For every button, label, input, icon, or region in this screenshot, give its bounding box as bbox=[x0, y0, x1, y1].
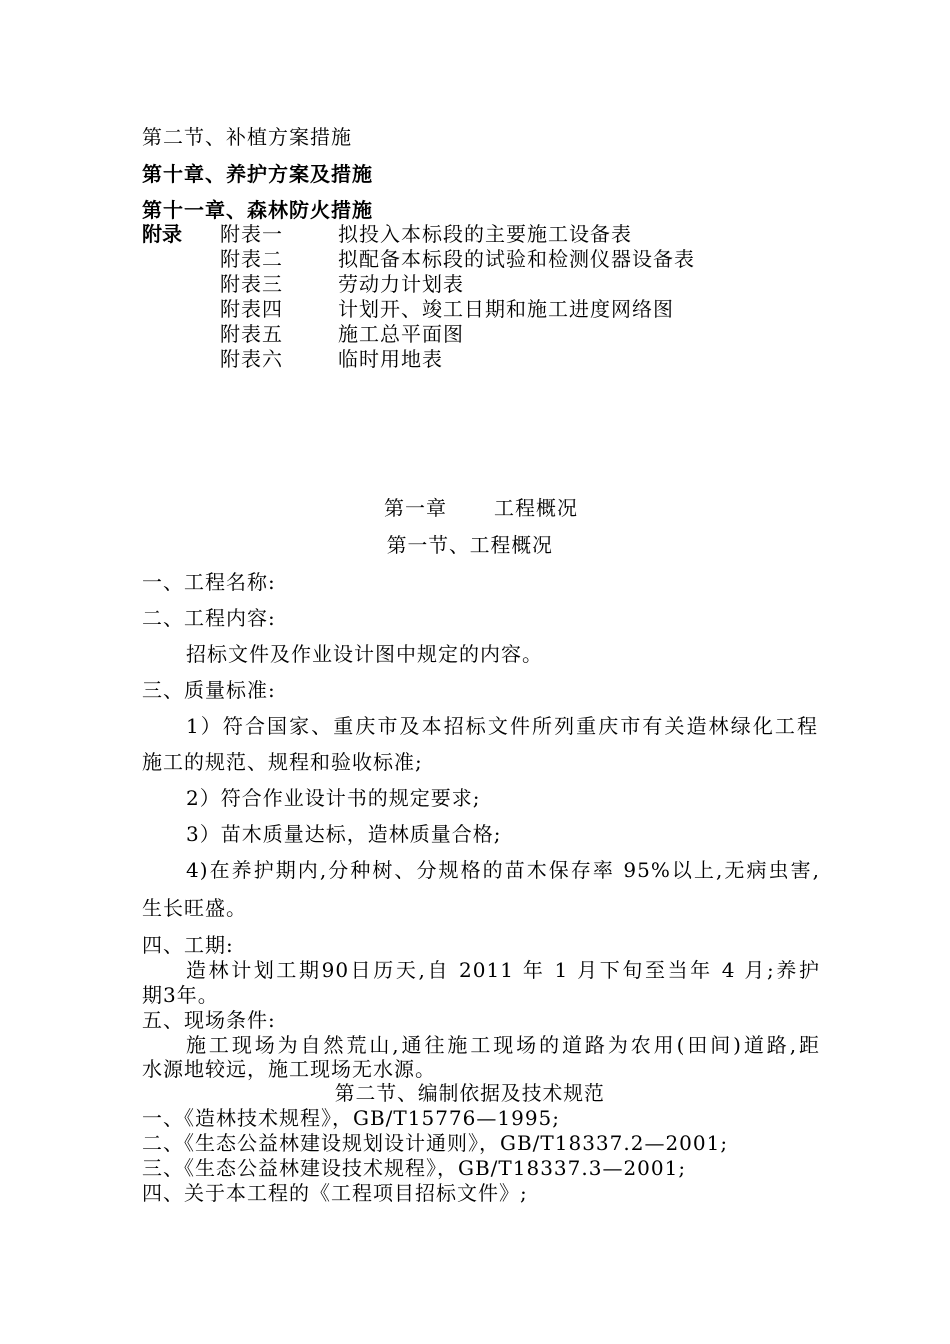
appendix-title: 拟配备本标段的试验和检测仪器设备表 bbox=[338, 247, 695, 271]
quality-2: 2）符合作业设计书的规定要求; bbox=[186, 786, 481, 810]
appendix-item bbox=[220, 222, 632, 246]
item-quality-standard: 三、质量标准: bbox=[142, 678, 276, 702]
item-project-content: 二、工程内容: bbox=[142, 606, 276, 630]
appendix-code: 附表五 bbox=[220, 322, 283, 346]
section-1-title: 第一节、工程概况 bbox=[386, 533, 553, 557]
appendix-code: 附表六 bbox=[220, 347, 283, 371]
schedule-line-1: 造林计划工期90日历天,自 2011 年 1 月下旬至当年 4 月;养护 bbox=[186, 958, 820, 982]
appendix-item bbox=[220, 297, 674, 321]
toc-appendix-label: 附录 bbox=[142, 222, 182, 246]
appendix-code: 附表二 bbox=[220, 247, 283, 271]
appendix-title: 施工总平面图 bbox=[338, 322, 464, 346]
appendix-code: 附表四 bbox=[220, 297, 283, 321]
appendix-title: 拟投入本标段的主要施工设备表 bbox=[338, 222, 632, 246]
chapter-1-title: 工程概况 bbox=[494, 496, 578, 520]
toc-chapter-11-title: 第十一章、森林防火措施 bbox=[142, 198, 373, 222]
reference-item: 一、《造林技术规程》，GB/T15776—1995; bbox=[142, 1106, 561, 1130]
reference-item: 二、《生态公益林建设规划设计通则》，GB/T18337.2—2001; bbox=[142, 1131, 729, 1155]
appendix-title: 劳动力计划表 bbox=[338, 272, 464, 296]
quality-3: 3）苗木质量达标，造林质量合格; bbox=[186, 822, 502, 846]
item-site-conditions: 五、现场条件: bbox=[142, 1008, 276, 1032]
chapter-1-label: 第一章 bbox=[384, 496, 447, 520]
appendix-item bbox=[220, 347, 443, 371]
quality-1-line-1: 1）符合国家、重庆市及本招标文件所列重庆市有关造林绿化工程 bbox=[186, 714, 818, 738]
toc-section-2-title: 第二节、补植方案措施 bbox=[142, 125, 352, 149]
schedule-line-2: 期3年。 bbox=[142, 983, 219, 1007]
reference-item: 四、关于本工程的《工程项目招标文件》; bbox=[142, 1181, 528, 1205]
appendix-item bbox=[220, 247, 695, 271]
item-schedule: 四、工期: bbox=[142, 933, 234, 957]
project-content-text: 招标文件及作业设计图中规定的内容。 bbox=[186, 642, 543, 666]
toc-chapter-10-title: 第十章、养护方案及措施 bbox=[142, 162, 373, 186]
section-2-title: 第二节、编制依据及技术规范 bbox=[334, 1081, 605, 1105]
reference-item: 三、《生态公益林建设技术规程》，GB/T18337.3—2001; bbox=[142, 1156, 687, 1180]
appendix-item bbox=[220, 322, 464, 346]
quality-4-line-2: 生长旺盛。 bbox=[142, 896, 247, 920]
appendix-code: 附表三 bbox=[220, 272, 283, 296]
appendix-code: 附表一 bbox=[220, 222, 283, 246]
site-conditions-line-2: 水源地较远，施工现场无水源。 bbox=[142, 1057, 436, 1081]
quality-1-line-2: 施工的规范、规程和验收标准; bbox=[142, 750, 423, 774]
appendix-item bbox=[220, 272, 464, 296]
item-project-name: 一、工程名称: bbox=[142, 570, 276, 594]
appendix-title: 计划开、竣工日期和施工进度网络图 bbox=[338, 297, 674, 321]
quality-4-line-1: 4)在养护期内,分种树、分规格的苗木保存率 95%以上,无病虫害, bbox=[186, 858, 820, 882]
site-conditions-line-1: 施工现场为自然荒山,通往施工现场的道路为农用(田间)道路,距 bbox=[186, 1033, 820, 1057]
appendix-title: 临时用地表 bbox=[338, 347, 443, 371]
